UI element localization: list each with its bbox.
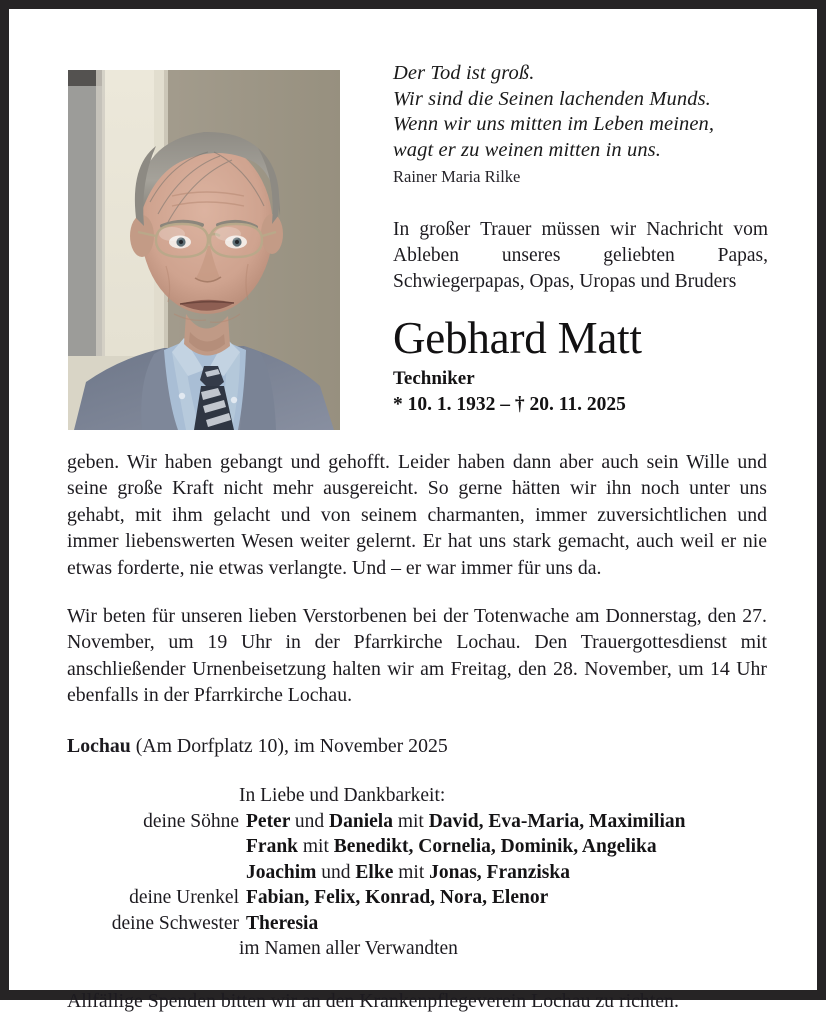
deceased-name: Gebhard Matt (393, 313, 642, 363)
family-relation-label (67, 860, 246, 885)
deceased-dates: * 10. 1. 1932 – † 20. 11. 2025 (393, 394, 626, 415)
family-names: Peter und Daniela mit David, Eva-Maria, Maximilian (246, 811, 686, 833)
family-row (67, 860, 685, 885)
family-table (67, 809, 685, 936)
family-names: Theresia (246, 912, 319, 934)
memorial-paragraph: geben. Wir haben gebangt und gehofft. Leider haben dann aber auch sein Wille und seine große Kraft nicht mehr ausgereicht. So gerne hätten wir ihn noch unter uns gehabt, mit ihm gelacht und von seinem charmanten, immer zuversichtlichen und immer liebenswerten Wesen weiter gelernt. Er hat uns stark gemacht, auch weil er nie etwas forderte, nie etwas verlangte. Und – er war immer für uns da. (67, 451, 767, 579)
body-area (67, 449, 767, 1014)
family-relation-label: deine Urenkel (129, 887, 239, 909)
family-block (67, 783, 767, 962)
service-paragraph: Wir beten für unseren lieben Verstorbenen bei der Totenwache am Donnerstag, den 27. November, um 19 Uhr in der Pfarrkirche Lochau. Den Trauergottesdienst mit anschließender Urnenbeisetzung halten wir am Freitag, den 28. November, um 14 Uhr ebenfalls in der Pfarrkirche Lochau. (67, 605, 767, 707)
quote-attribution: Rainer Maria Rilke (393, 167, 521, 186)
family-row (67, 834, 685, 859)
family-relation-label (67, 834, 246, 859)
donation-line: Allfällige Spenden bitten wir an den Krankenpflegeverein Lochau zu richten. (67, 989, 679, 1012)
right-column (393, 61, 768, 417)
quote-line-2: Wir sind die Seinen lachenden Munds. (393, 87, 711, 110)
quote-line-4: wagt er zu weinen mitten in uns. (393, 138, 661, 161)
family-names: Frank mit Benedikt, Cornelia, Dominik, Angelika (246, 836, 657, 858)
family-names: Joachim und Elke mit Jonas, Franziska (246, 861, 570, 883)
deceased-profession: Techniker (393, 368, 475, 389)
family-row (67, 885, 685, 910)
announcement-lead: In großer Trauer müssen wir Nachricht vom Ableben unseres geliebten Papas, Schwiegerpapas, Opas, Uropas und Bruders (393, 219, 768, 292)
family-row (67, 809, 685, 834)
family-relation-label: deine Schwester (111, 912, 239, 934)
family-row (67, 911, 685, 936)
family-relation-label: deine Söhne (143, 811, 239, 833)
quote-line-3: Wenn wir uns mitten im Leben meinen, (393, 113, 715, 135)
place-rest: (Am Dorfplatz 10), im November 2025 (130, 734, 448, 757)
notice-page (9, 9, 817, 1012)
top-section (9, 9, 817, 415)
family-intro: In Liebe und Dankbarkeit: (239, 784, 446, 806)
portrait-illustration (68, 70, 340, 430)
portrait-photo (68, 70, 340, 430)
rilke-quote (393, 61, 768, 163)
place-town: Lochau (67, 734, 131, 757)
place-and-date-line (67, 733, 767, 759)
family-closing: im Namen aller Verwandten (239, 938, 458, 960)
family-names: Fabian, Felix, Konrad, Nora, Elenor (246, 887, 549, 909)
quote-line-1: Der Tod ist groß. (393, 62, 535, 84)
family-rows (67, 809, 685, 936)
